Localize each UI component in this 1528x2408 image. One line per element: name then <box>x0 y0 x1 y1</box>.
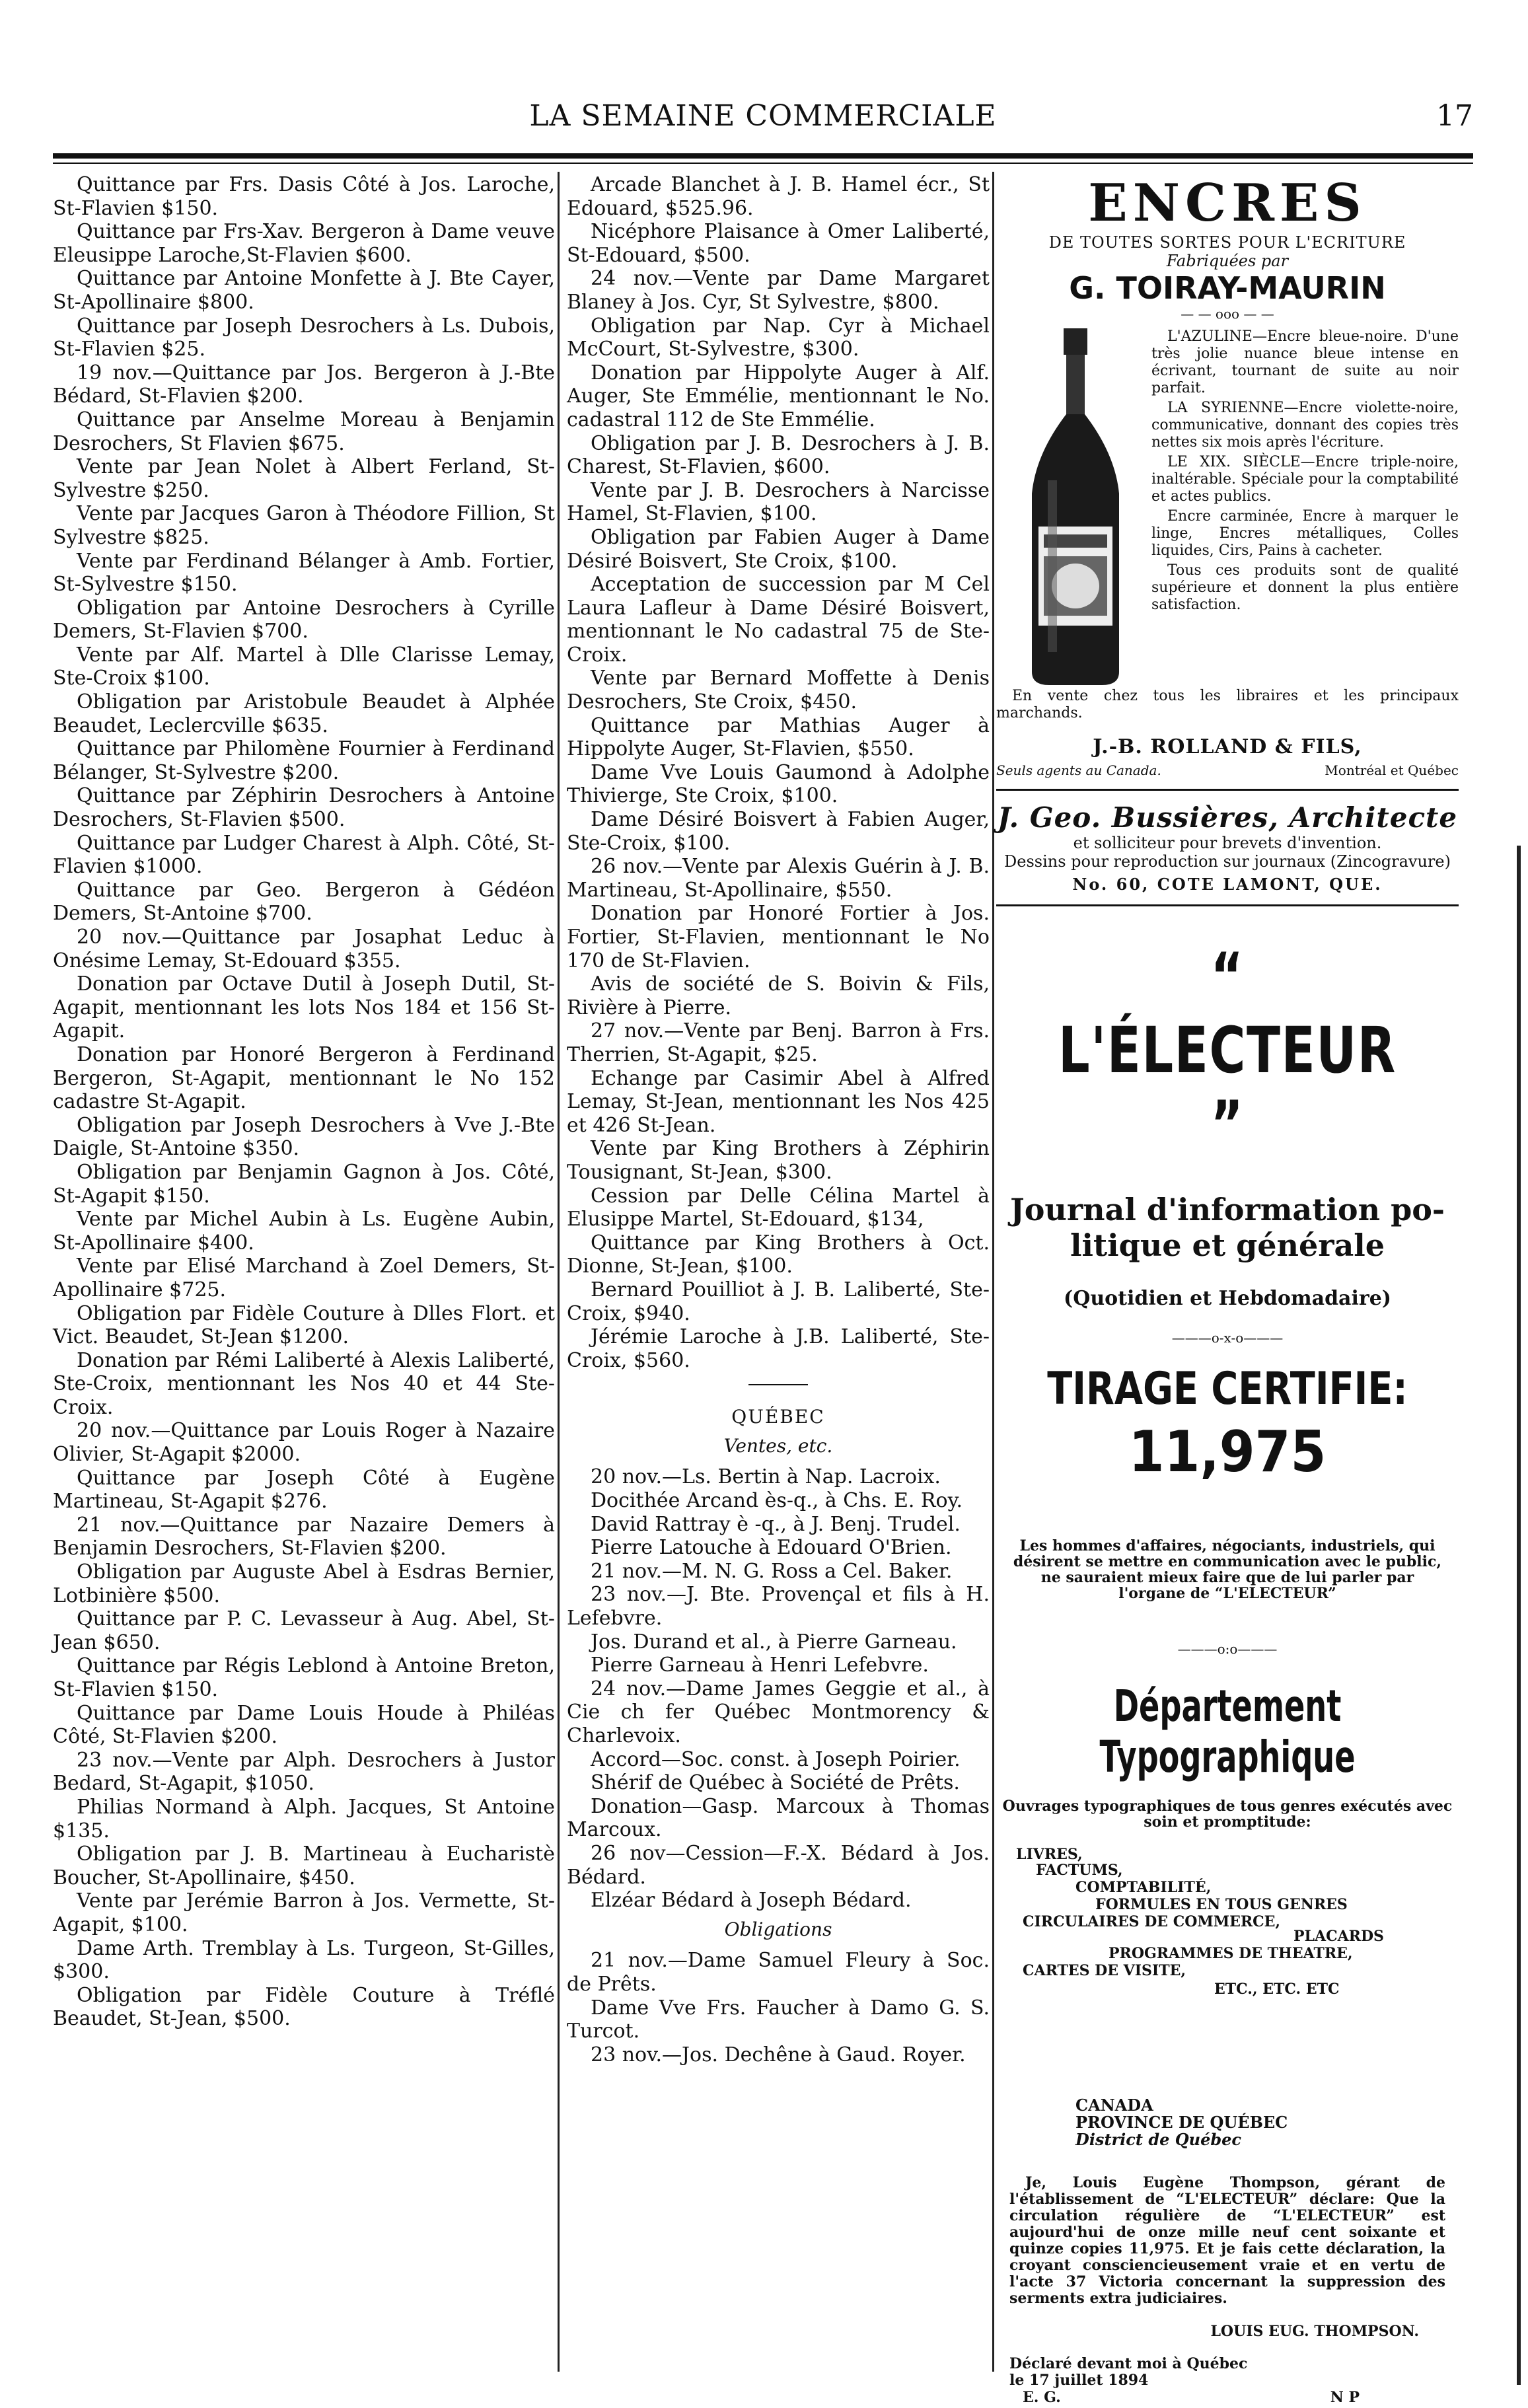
encres-dealer-row <box>996 762 1459 778</box>
record-entry: Pierre Latouche à Edouard O'Brien. <box>591 1536 952 1560</box>
record-entry: Obligation par J. B. Desrochers à J. B. Charest, St-Flavien, $600. <box>567 431 990 479</box>
typo-service-item: COMPTABILITÉ, <box>1075 1879 1212 1896</box>
cert-canada: CANADA <box>1075 2096 1153 2115</box>
record-entry: Donation par Octave Dutil à Joseph Dutil, St-Agapit, mentionnant les lots Nos 184 et 156 St-Agapit. <box>53 972 555 1043</box>
record-entry: Quittance par Joseph Côté à Eugène Martineau, St-Agapit $276. <box>53 1466 555 1514</box>
electeur-journal-line2: litique et générale <box>1070 1227 1385 1263</box>
record-entry: Shérif de Québec à Société de Prêts. <box>591 1771 960 1795</box>
record-entry: Quittance par Mathias Auger à Hippolyte Auger, St-Flavien, $550. <box>567 713 990 761</box>
record-entry: Nicéphore Plaisance à Omer Laliberté, St-Edouard, $500. <box>567 220 990 267</box>
typo-services-list <box>996 1846 1459 1998</box>
middle-entries-b <box>567 1465 990 1912</box>
page-edge-rule <box>1517 846 1521 2385</box>
record-entry: Obligation par Fidèle Couture à Tréflé Beaudet, St-Jean, $500. <box>53 1983 555 2031</box>
cert-np: N P <box>1330 2389 1360 2406</box>
newspaper-title: LA SEMAINE COMMERCIALE <box>529 99 997 133</box>
ink-bottle-icon <box>1009 328 1142 685</box>
record-entry: Obligation par J. B. Martineau à Eucharistè Boucher, St-Apollinaire, $450. <box>53 1842 555 1889</box>
section-rule <box>748 1384 808 1385</box>
record-entry: David Rattray è -q., à J. Benj. Trudel. <box>591 1512 961 1536</box>
cert-district: District de Québec <box>1075 2130 1242 2149</box>
record-entry: Arcade Blanchet à J. B. Hamel écr., St Edouard, $525.96. <box>567 173 990 220</box>
record-entry: Jérémie Laroche à J.B. Laliberté, Ste-Croix, $560. <box>567 1325 990 1372</box>
typo-service-item: PROGRAMMES DE THEATRE, <box>1109 1945 1353 1962</box>
record-entry: Vente par Ferdinand Bélanger à Amb. Fortier, St-Sylvestre $150. <box>53 549 555 597</box>
certificate-text: Je, Louis Eugène Thompson, gérant de l'établissement de “L'ELECTEUR” déclare: Que la circulation régulière de “L'ELECTEUR” est aujourd'hui de onze mille neuf cent soixante et quinze copies 11,975. Et je fais cette déclaration, la croyant consciencieusement vraie et en vertu de l'acte 37 Victoria concernant la suppression des serments extra judiciaires. <box>1009 2174 1445 2307</box>
record-entry: Obligation par Fabien Auger à Dame Désiré Boisvert, Ste Croix, $100. <box>567 525 990 573</box>
record-entry: 19 nov.—Quittance par Jos. Bergeron à J.-Bte Bédard, St-Flavien $200. <box>53 361 555 408</box>
typo-service-item: LIVRES, <box>1016 1846 1083 1863</box>
column-separator <box>992 172 994 2372</box>
record-entry: Donation—Gasp. Marcoux à Thomas Marcoux. <box>567 1794 990 1842</box>
electeur-pitch: Les hommes d'affaires, négociants, industriels, qui désirent se mettre en communication avec le public, ne sauraient mieux faire que de lui parler par l'organe de “L'ELECTEUR” <box>1013 1537 1442 1602</box>
record-entry: Elzéar Bédard à Joseph Bédard. <box>591 1889 912 1913</box>
encres-product: L'AZULINE—Encre bleue-noire. D'une très jolie nuance bleue intense en écrivant, tournant de suite au noir parfait. <box>1151 328 1459 396</box>
ad-rule <box>996 789 1459 791</box>
record-entry: 27 nov.—Vente par Benj. Barron à Frs. Therrien, St-Agapit, $25. <box>567 1019 990 1066</box>
record-entry: 26 nov—Cession—F.-X. Bédard à Jos. Bédard. <box>567 1841 990 1889</box>
header-rule-thin <box>53 163 1473 164</box>
record-entry: Quittance par Joseph Desrochers à Ls. Dubois, St-Flavien $25. <box>53 314 555 361</box>
encres-fab: Fabriquées par <box>1166 252 1289 270</box>
record-entry: Cession par Delle Célina Martel à Elusippe Martel, St-Edouard, $134, <box>567 1184 990 1231</box>
dept-description: Ouvrages typographiques de tous genres exécutés avec soin et promptitude: <box>1002 1798 1453 1831</box>
certificate-initials <box>996 2389 1459 2406</box>
cert-declare-line2: le 17 juillet 1894 <box>1009 2372 1149 2389</box>
encres-subtitle: DE TOUTES SORTES POUR L'ECRITURE <box>1048 233 1406 252</box>
record-entry: Quittance par Antoine Monfette à J. Bte Cayer, St-Apollinaire $800. <box>53 267 555 314</box>
architect-name: J. Geo. Bussières, Architecte <box>997 801 1458 834</box>
record-entry: Quittance par Dame Louis Houde à Philéas Côté, St-Flavien $200. <box>53 1701 555 1749</box>
certificate-signature: LOUIS EUG. THOMPSON. <box>1210 2323 1419 2340</box>
typo-service-item: CIRCULAIRES DE COMMERCE, <box>1023 1913 1281 1930</box>
dept-typographique: Département Typographique <box>1099 1681 1356 1782</box>
record-entry: Donation par Hippolyte Auger à Alf. Auger, Ste Emmélie, mentionnant le No. cadastral 112 de Ste Emmélie. <box>567 361 990 431</box>
record-entry: Vente par Jean Nolet à Albert Ferland, St-Sylvestre $250. <box>53 455 555 502</box>
certificate-declaration <box>996 2356 1459 2389</box>
record-entry: Philias Normand à Alph. Jacques, St Antoine $135. <box>53 1795 555 1842</box>
record-entry: 20 nov.—Quittance par Josaphat Leduc à Onésime Lemay, St-Edouard $355. <box>53 926 555 972</box>
record-entry: 20 nov.—Quittance par Louis Roger à Nazaire Olivier, St-Agapit $2000. <box>53 1419 555 1467</box>
record-entry: Vente par Jerémie Barron à Jos. Vermette, St-Agapit, $100. <box>53 1889 555 1936</box>
electeur-journal-line1: Journal d'information po- <box>1009 1192 1445 1227</box>
record-entry: Obligation par Joseph Desrochers à Vve J.-Bte Daigle, St-Antoine $350. <box>53 1113 555 1161</box>
record-entry: Accord—Soc. const. à Joseph Poirier. <box>591 1747 961 1771</box>
record-entry: 24 nov.—Vente par Dame Margaret Blaney à Jos. Cyr, St Sylvestre, $800. <box>567 267 990 314</box>
encres-agents: Seuls agents au Canada. <box>996 762 1161 778</box>
record-entry: Vente par Elisé Marchand à Zoel Demers, St-Apollinaire $725. <box>53 1255 555 1301</box>
record-entry: Quittance par Ludger Charest à Alph. Côté, St-Flavien $1000. <box>53 831 555 879</box>
encres-product: Encre carminée, Encre à marquer le linge, Encres métalliques, Colles liquides, Cirs, Pains à cacheter. <box>1151 508 1459 559</box>
record-entry: Vente par J. B. Desrochers à Narcisse Hamel, St-Flavien, $100. <box>567 478 990 526</box>
encres-cities: Montréal et Québec <box>1325 762 1459 778</box>
record-entry: Avis de société de S. Boivin & Fils, Rivière à Pierre. <box>567 972 990 1019</box>
record-entry: Echange par Casimir Abel à Alfred Lemay, St-Jean, mentionnant les Nos 425 et 426 St-Jean. <box>567 1066 990 1137</box>
typo-service-item: ETC., ETC. ETC <box>1214 1981 1340 1998</box>
ornament-rule: ———o-x-o——— <box>1171 1330 1284 1346</box>
record-entry: 23 nov.—J. Bte. Provençal et fils à H. Lefebvre. <box>567 1583 990 1630</box>
column-left <box>53 173 555 2031</box>
certificate-jurisdiction <box>996 2097 1459 2148</box>
record-entry: Pierre Garneau à Henri Lefebvre. <box>591 1654 929 1677</box>
record-entry: 21 nov.—M. N. G. Ross a Cel. Baker. <box>591 1559 953 1583</box>
record-entry: Quittance par Régis Leblond à Antoine Breton, St-Flavien $150. <box>53 1654 555 1701</box>
cert-declare-line1: Déclaré devant moi à Québec <box>1009 2355 1248 2372</box>
record-entry: Acceptation de succession par M Cel Laura Lafleur à Dame Désiré Boisvert, mentionnant le No cadastral 75 de Ste-Croix. <box>567 573 990 667</box>
record-entry: 21 nov.—Dame Samuel Fleury à Soc. de Prêts. <box>567 1949 990 1996</box>
record-entry: Obligation par Aristobule Beaudet à Alphée Beaudet, Leclercville $635. <box>53 690 555 737</box>
record-entry: Dame Désiré Boisvert à Fabien Auger, Ste-Croix, $100. <box>567 808 990 855</box>
architect-line1: et solliciteur pour brevets d'invention. <box>1073 834 1382 852</box>
cert-province: PROVINCE DE QUÉBEC <box>1075 2113 1288 2132</box>
record-entry: Obligation par Fidèle Couture à Dlles Flort. et Vict. Beaudet, St-Jean $1200. <box>53 1301 555 1349</box>
record-entry: Bernard Pouilliot à J. B. Laliberté, Ste-Croix, $940. <box>567 1278 990 1325</box>
typo-service-item: PLACARDS <box>1293 1928 1384 1945</box>
record-entry: 21 nov.—Quittance par Nazaire Demers à Benjamin Desrochers, St-Flavien $200. <box>53 1513 555 1560</box>
record-entry: Vente par Michel Aubin à Ls. Eugène Aubin, St-Apollinaire $400. <box>53 1208 555 1255</box>
record-entry: Quittance par P. C. Levasseur à Aug. Abel, St-Jean $650. <box>53 1607 555 1654</box>
page-number: 17 <box>1436 99 1473 133</box>
record-entry: Dame Vve Frs. Faucher à Damo G. S. Turcot. <box>567 1996 990 2043</box>
middle-entries-c <box>567 1949 990 2066</box>
column-separator <box>558 172 560 2372</box>
record-entry: Quittance par Geo. Bergeron à Gédéon Demers, St-Antoine $700. <box>53 878 555 926</box>
encres-body <box>996 328 1459 685</box>
typo-service-item: FORMULES EN TOUS GENRES <box>1095 1896 1348 1913</box>
record-entry: 24 nov.—Dame James Geggie et al., à Cie ch fer Québec Montmorency & Charlevoix. <box>567 1677 990 1747</box>
encres-maker: G. TOIRAY-MAURIN <box>1069 270 1386 306</box>
encres-vente: En vente chez tous les libraires et les principaux marchands. <box>996 688 1459 721</box>
record-entry: Obligation par Antoine Desrochers à Cyrille Demers, St-Flavien $700. <box>53 596 555 643</box>
electeur-title: “ L'ÉLECTEUR ” <box>1058 939 1397 1161</box>
record-entry: Dame Arth. Tremblay à Ls. Turgeon, St-Gilles, $300. <box>53 1936 555 1984</box>
record-entry: Vente par King Brothers à Zéphirin Tousignant, St-Jean, $300. <box>567 1137 990 1184</box>
encres-title: ENCRES <box>1088 173 1367 233</box>
tirage-number: 11,975 <box>1128 1419 1327 1485</box>
encres-dealer: J.-B. ROLLAND & FILS, <box>1093 735 1362 758</box>
column-middle <box>567 173 990 2066</box>
record-entry: Donation par Honoré Fortier à Jos. Fortier, St-Flavien, mentionnant le No 170 de St-Flavien. <box>567 902 990 972</box>
middle-entries-a <box>567 173 990 1372</box>
record-entry: Quittance par Frs-Xav. Bergeron à Dame veuve Eleusippe Laroche,St-Flavien $600. <box>53 220 555 267</box>
record-entry: Vente par Alf. Martel à Dlle Clarisse Lemay, Ste-Croix $100. <box>53 643 555 690</box>
record-entry: Quittance par Zéphirin Desrochers à Antoine Desrochers, St-Flavien $500. <box>53 784 555 832</box>
header-rule-heavy <box>53 153 1473 159</box>
encres-product-list <box>1151 328 1459 616</box>
record-entry: Quittance par King Brothers à Oct. Dionne, St-Jean, $100. <box>567 1231 990 1278</box>
typo-service-item: CARTES DE VISITE, <box>1023 1962 1186 1979</box>
record-entry: 20 nov.—Ls. Bertin à Nap. Lacroix. <box>591 1465 941 1489</box>
architect-address: No. 60, COTE LAMONT, QUE. <box>1072 875 1383 894</box>
record-entry: Obligation par Auguste Abel à Esdras Bernier, Lotbinière $500. <box>53 1560 555 1607</box>
record-entry: Quittance par Philomène Fournier à Ferdinand Bélanger, St-Sylvestre $200. <box>53 737 555 784</box>
ventes-subheading: Ventes, etc. <box>723 1434 833 1457</box>
record-entry: Jos. Durand et al., à Pierre Garneau. <box>591 1630 957 1654</box>
electeur-frequency: (Quotidien et Hebdomadaire) <box>1064 1287 1391 1310</box>
record-entry: Dame Vve Louis Gaumond à Adolphe Thivierge, Ste Croix, $100. <box>567 760 990 808</box>
record-entry: Quittance par Frs. Dasis Côté à Jos. Laroche, St-Flavien $150. <box>53 173 555 220</box>
record-entry: Quittance par Anselme Moreau à Benjamin Desrochers, St Flavien $675. <box>53 408 555 455</box>
ad-rule <box>996 904 1459 906</box>
encres-product: LE XIX. SIÈCLE—Encre triple-noire, inaltérable. Spéciale pour la comptabilité et actes publics. <box>1151 454 1459 505</box>
obligations-subheading: Obligations <box>724 1918 832 1940</box>
record-entry: Docithée Arcand ès-q., à Chs. E. Roy. <box>591 1489 963 1513</box>
tirage-heading: TIRAGE CERTIFIE: <box>1047 1363 1408 1415</box>
encres-product: LA SYRIENNE—Encre violette-noire, communicative, donnant des copies très nettes six mois après l'écriture. <box>1151 400 1459 451</box>
record-entry: Obligation par Benjamin Gagnon à Jos. Côté, St-Agapit $150. <box>53 1160 555 1208</box>
record-entry: Donation par Honoré Bergeron à Ferdinand Bergeron, St-Agapit, mentionnant le No 152 cadastre St-Agapit. <box>53 1042 555 1114</box>
cert-eg: E. G. <box>1023 2389 1061 2406</box>
record-entry: 26 nov.—Vente par Alexis Guérin à J. B. Martineau, St-Apollinaire, $550. <box>567 855 990 902</box>
encres-product: Tous ces produits sont de qualité supérieure et donnent la plus entière satisfaction. <box>1151 562 1459 613</box>
architect-line2: Dessins pour reproduction sur journaux (Zincogravure) <box>1004 852 1451 871</box>
record-entry: 23 nov.—Jos. Dechêne à Gaud. Royer. <box>591 2043 966 2066</box>
record-entry: Vente par Jacques Garon à Théodore Fillion, St Sylvestre $825. <box>53 502 555 549</box>
record-entry: Vente par Bernard Moffette à Denis Desrochers, Ste Croix, $450. <box>567 667 990 714</box>
typo-service-item: FACTUMS, <box>1036 1862 1123 1879</box>
record-entry: 23 nov.—Vente par Alph. Desrochers à Justor Bedard, St-Agapit, $1050. <box>53 1748 555 1796</box>
page-header <box>53 99 1473 139</box>
record-entry: Obligation par Nap. Cyr à Michael McCourt, St-Sylvestre, $300. <box>567 314 990 361</box>
record-entry: Donation par Rémi Laliberté à Alexis Laliberté, Ste-Croix, mentionnant les Nos 40 et 44 Ste-Croix. <box>53 1348 555 1419</box>
quebec-heading: QUÉBEC <box>731 1406 825 1428</box>
column-right-ads <box>996 173 1459 2406</box>
electeur-journal <box>996 1192 1459 1263</box>
encres-rule: — — ooo — — <box>1181 306 1274 322</box>
ornament-rule: ———o:o——— <box>1177 1641 1278 1657</box>
